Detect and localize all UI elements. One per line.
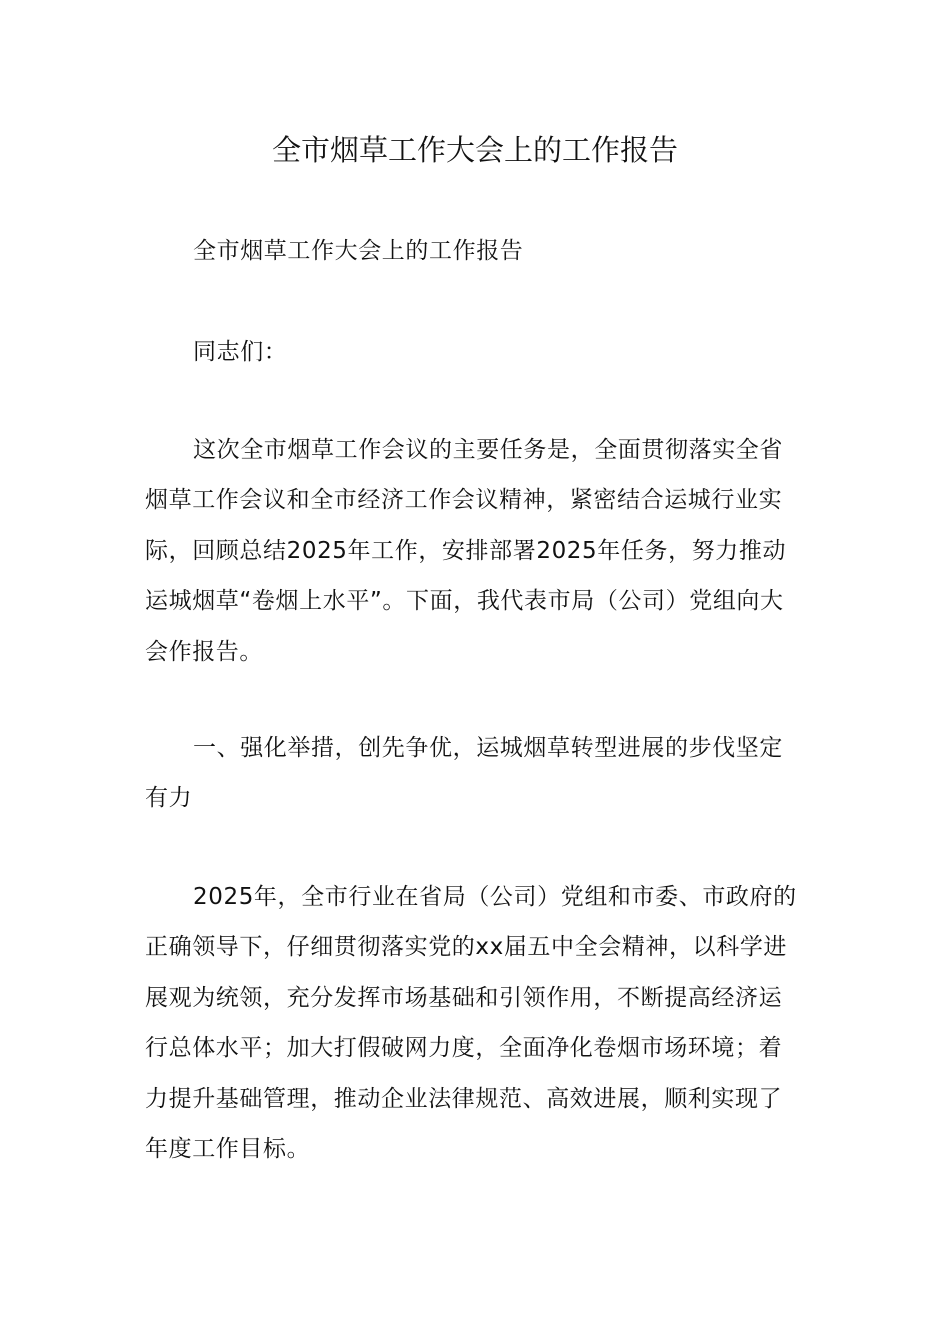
document-title: 全市烟草工作大会上的工作报告	[271, 133, 678, 167]
section-1-paragraph: 2025年，全市行业在省局（公司）党组和市委、市政府的正确领导下，仔细贯彻落实党的xx届五中全会精神，以科学进展观为统领，充分发挥市场基础和引领作用，不断提高经济运行总体水平；加大打假破网力度，全面净化卷烟市场环境；着力提升基础管理，推动企业法律规范、高效进展，顺利实现了年度工作目标。	[145, 884, 797, 1163]
section-1-heading: 一、强化举措，创先争优，运城烟草转型进展的步伐坚定有力	[145, 735, 783, 812]
intro-paragraph: 这次全市烟草工作会议的主要任务是，全面贯彻落实全省烟草工作会议和全市经济工作会议精神，紧密结合运城行业实际，回顾总结2025年工作，安排部署2025年任务，努力推动运城烟草“卷烟上水平”。下面，我代表市局（公司）党组向大会作报告。	[145, 437, 787, 665]
salutation: 同志们：	[193, 339, 288, 365]
document-subtitle: 全市烟草工作大会上的工作报告	[193, 238, 524, 264]
